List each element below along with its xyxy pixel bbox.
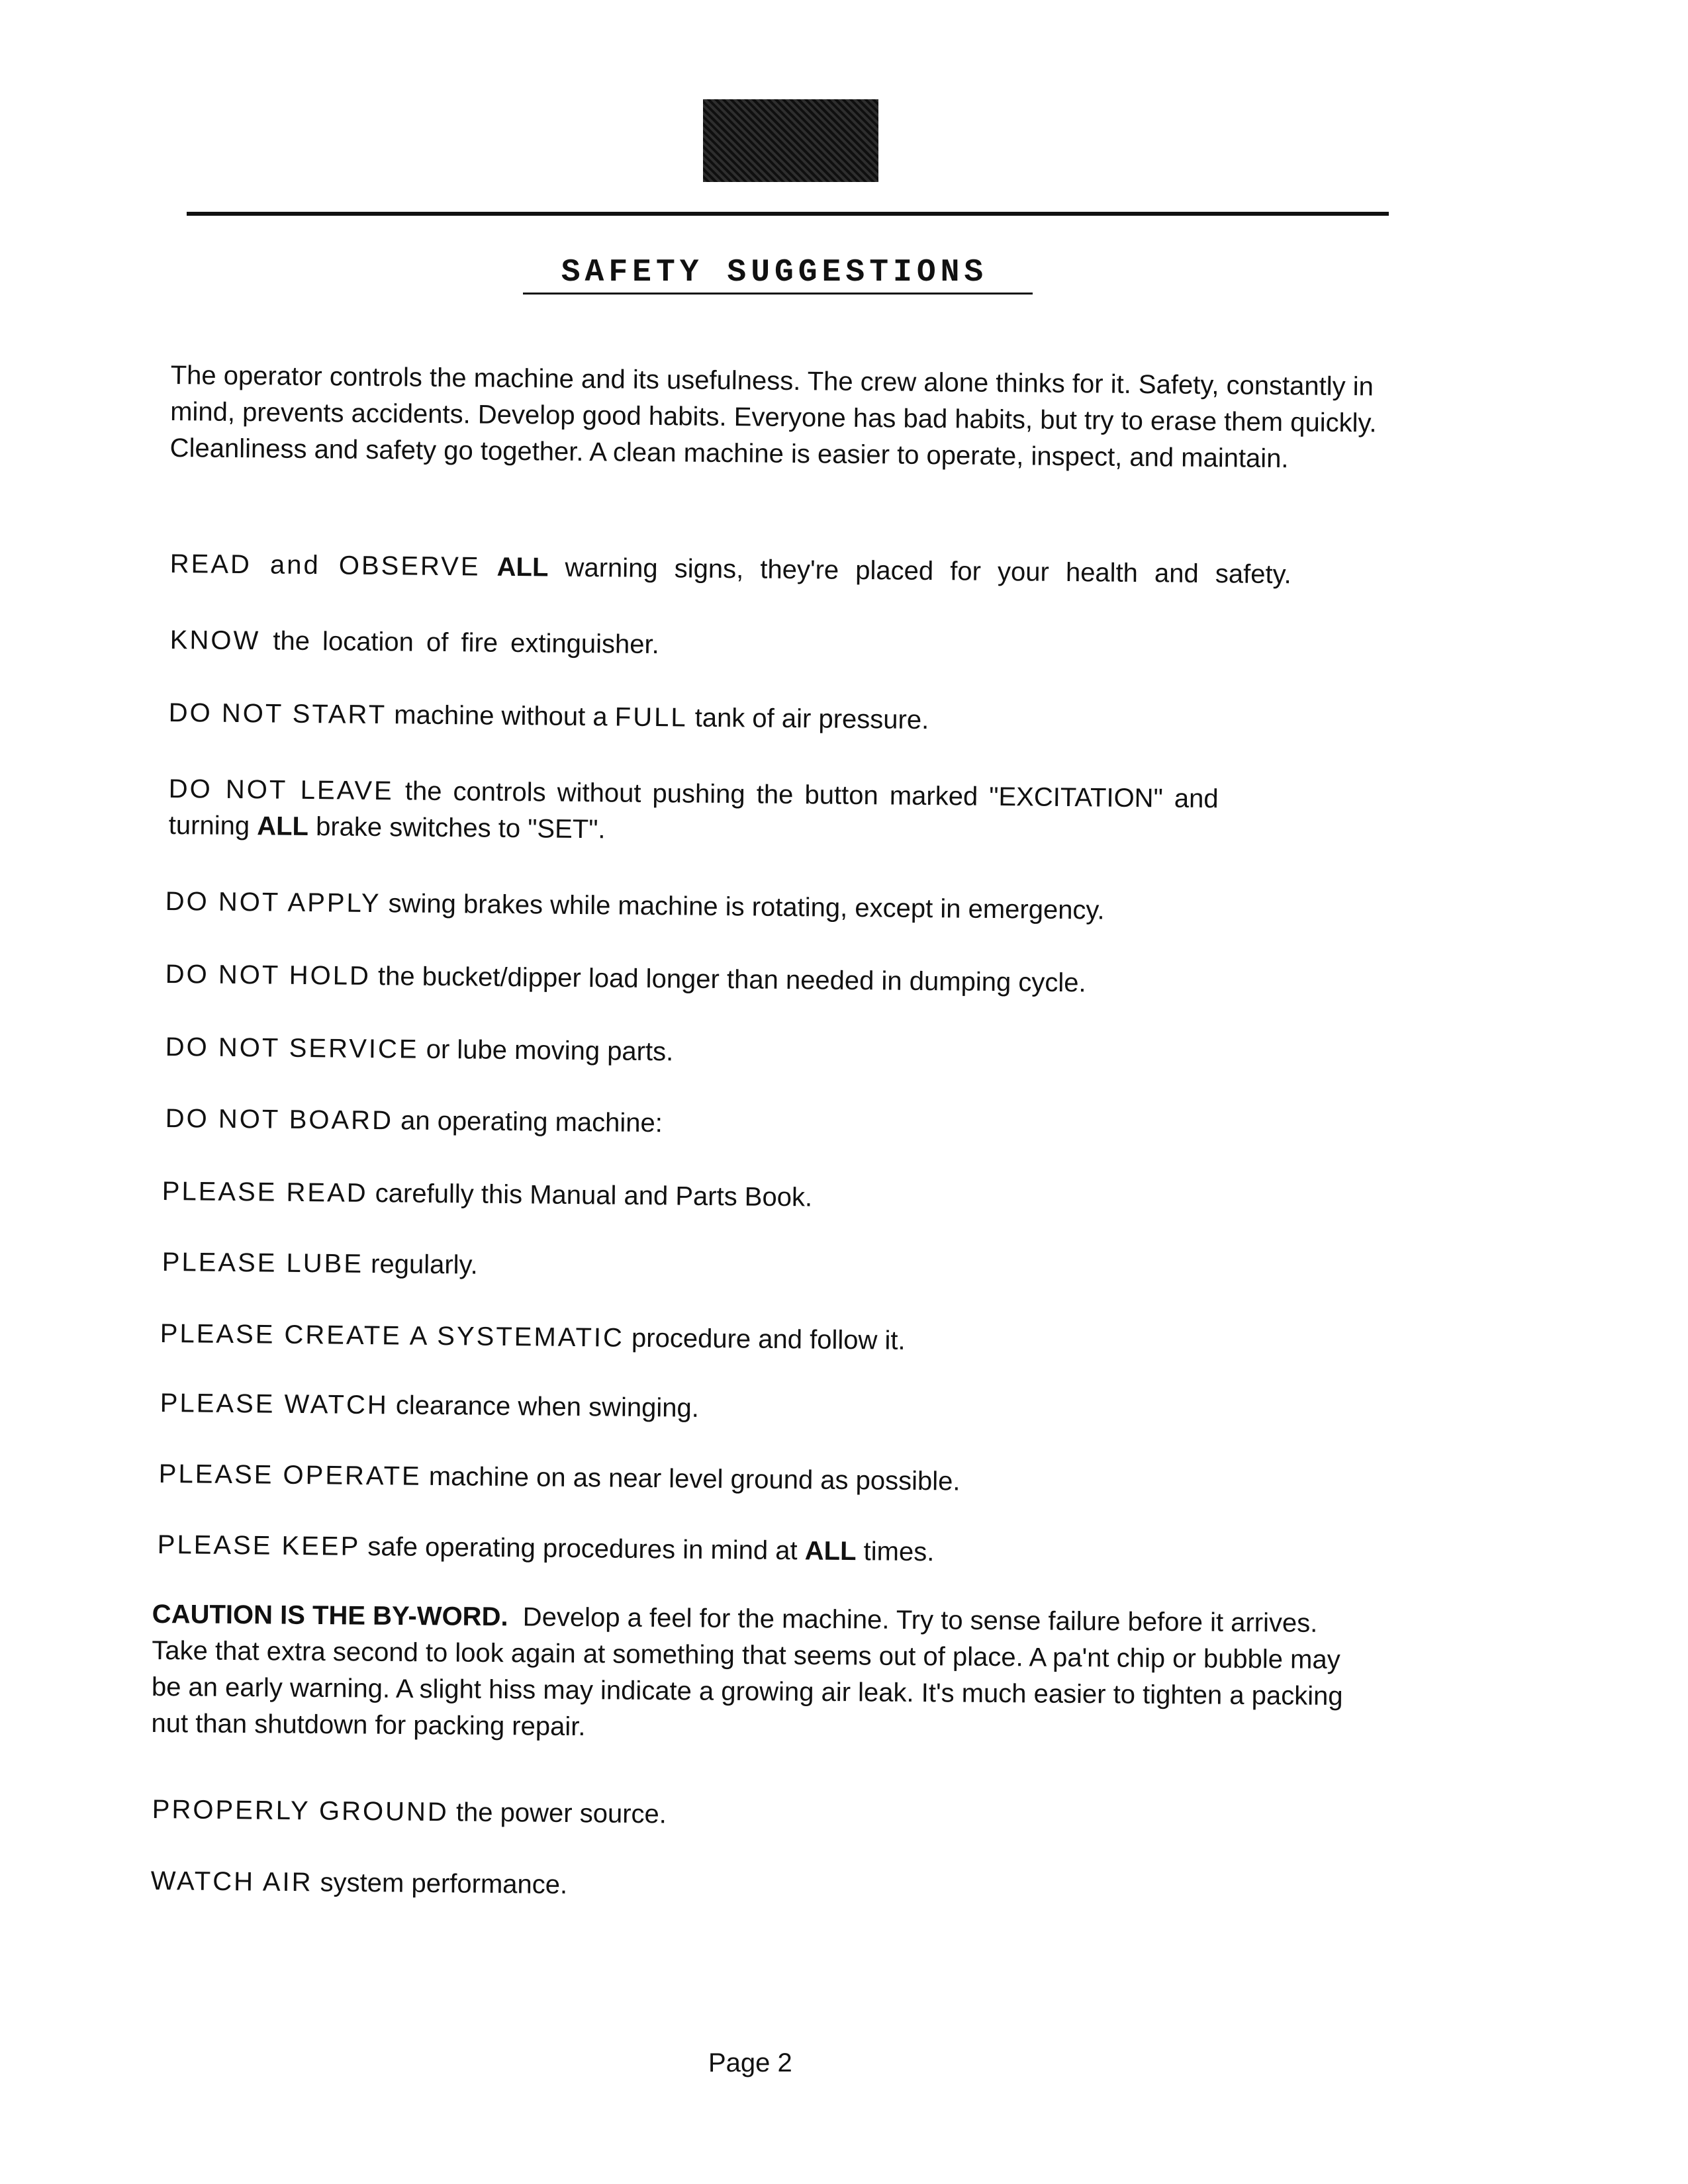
page-number: Page 2 — [708, 2048, 792, 2077]
rule-lead: PLEASE OPERATE — [158, 1459, 422, 1491]
rule-lead: PROPERLY GROUND — [152, 1795, 449, 1827]
rule-text: warning signs, they're placed for your health and safety. — [565, 553, 1291, 590]
rule-text: safe operating procedures in mind at — [367, 1532, 798, 1566]
rule-lead: turning — [168, 811, 250, 841]
rule-lead: WATCH AIR — [150, 1866, 313, 1897]
rule-text: the power source. — [455, 1797, 667, 1829]
rule-lead: PLEASE KEEP — [157, 1530, 361, 1561]
rule-do-not-leave-cont — [169, 811, 606, 844]
rule-text: the location of fire extinguisher. — [273, 626, 659, 660]
rule-do-not-leave — [169, 774, 1219, 814]
rule-please-keep — [158, 1530, 935, 1567]
rule-lead: PLEASE LUBE — [162, 1248, 364, 1279]
rule-text: carefully this Manual and Parts Book. — [375, 1179, 813, 1212]
rule-please-watch — [160, 1388, 700, 1424]
rule-text: swing brakes while machine is rotating, except in emergency. — [388, 889, 1105, 925]
rule-read-observe — [170, 549, 1291, 590]
intro-paragraph: The operator controls the machine and its usefulness. The crew alone thinks for it. Safety, constantly in mind, prevents accidents. Develop good habits. Everyone has bad habits, but try to erase them quickly. Cleanliness and safety go together. A clean machine is easier to operate, inspect, and maintain. — [169, 360, 1377, 474]
rule-text: or lube moving parts. — [426, 1034, 674, 1067]
page-title: SAFETY SUGGESTIONS — [561, 255, 988, 291]
rule-lead: READ and OBSERVE — [169, 549, 481, 582]
rule-lead: DO NOT START — [168, 698, 387, 730]
rule-please-read — [162, 1177, 813, 1212]
company-logo — [703, 99, 878, 182]
caution-text: Develop a feel for the machine. Try to sense failure before it arrives. Take that extra second to look again at something that seems out of place. A pa'nt chip or bubble may be an early warning. A slight hiss may indicate a growing air leak. It's much easier to tighten a packing nut than shutdown for packing repair. — [151, 1602, 1343, 1742]
rule-text: the controls without pushing the button marked "EXCITATION" and — [404, 776, 1219, 814]
rule-text-2: tank of air pressure. — [694, 703, 929, 735]
rule-do-not-board — [165, 1104, 663, 1138]
rule-watch-air — [151, 1866, 568, 1900]
rule-please-operate — [159, 1459, 961, 1497]
rule-do-not-start — [169, 698, 929, 735]
rule-properly-ground — [152, 1795, 667, 1829]
rule-do-not-service — [165, 1032, 674, 1067]
caution-heading: CAUTION IS THE BY-WORD. — [152, 1599, 508, 1632]
rule-text: machine on as near level ground as possible. — [428, 1461, 961, 1496]
rule-text-2: times. — [863, 1537, 935, 1567]
rule-text: clearance when swinging. — [395, 1390, 700, 1423]
rule-lead: DO NOT SERVICE — [165, 1032, 419, 1064]
rule-do-not-hold — [165, 960, 1086, 998]
rule-text: procedure and follow it. — [631, 1323, 906, 1355]
rule-text: machine without a — [394, 700, 608, 732]
rule-do-not-apply — [165, 887, 1105, 926]
rule-know — [170, 625, 659, 660]
caution-paragraph — [151, 1596, 1374, 1751]
rule-lead: PLEASE WATCH — [160, 1388, 389, 1420]
rule-text: the bucket/dipper load longer than needed in dumping cycle. — [377, 962, 1086, 998]
rule-please-lube — [162, 1248, 478, 1281]
rule-emphasis: ALL — [257, 811, 309, 842]
rule-lead: DO NOT APPLY — [165, 887, 381, 919]
rule-text: system performance. — [320, 1868, 568, 1900]
rule-emphasis: ALL — [496, 552, 549, 582]
rule-text: regularly. — [370, 1250, 478, 1280]
title-underline — [523, 293, 1033, 295]
rule-lead: PLEASE READ — [162, 1177, 368, 1208]
rule-lead: DO NOT HOLD — [165, 960, 371, 991]
rule-lead: PLEASE CREATE A SYSTEMATIC — [160, 1319, 625, 1353]
rule-text: an operating machine: — [400, 1106, 663, 1138]
rule-lead-2: FULL — [614, 702, 688, 733]
rule-emphasis: ALL — [804, 1536, 857, 1567]
rule-text: brake switches to "SET". — [315, 812, 606, 844]
rule-please-create — [160, 1319, 906, 1356]
rule-lead: DO NOT BOARD — [165, 1104, 394, 1136]
rule-lead: DO NOT LEAVE — [168, 774, 394, 806]
header-rule — [187, 212, 1389, 216]
rule-lead: KNOW — [169, 625, 261, 656]
